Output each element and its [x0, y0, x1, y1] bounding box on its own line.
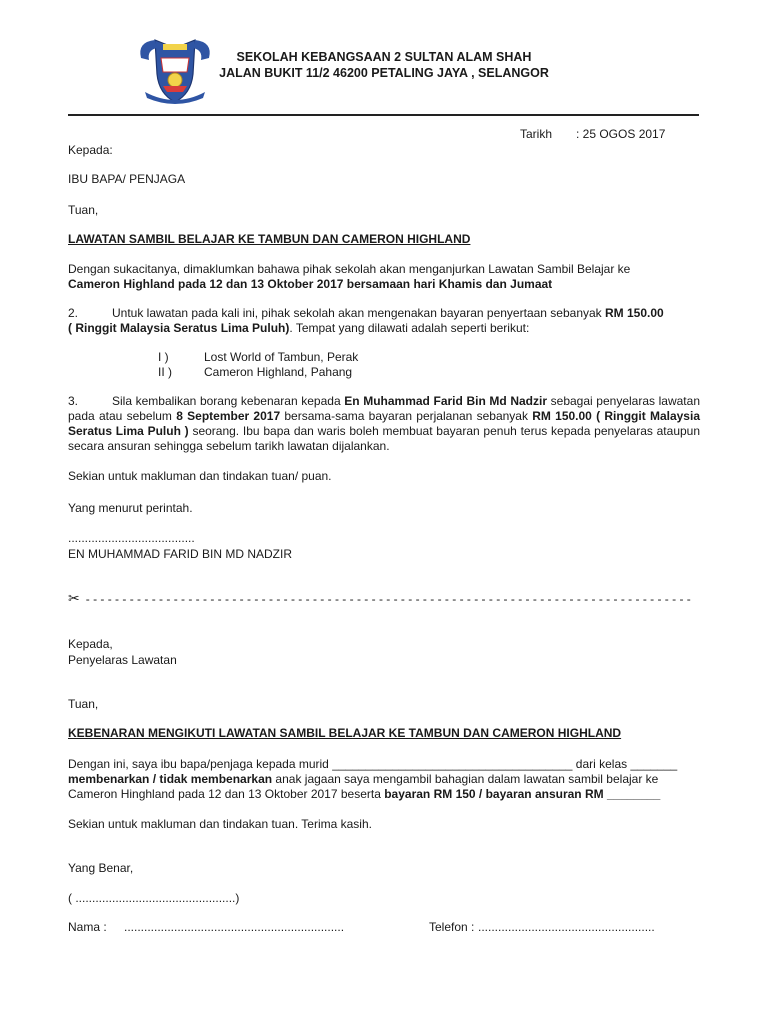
slip-closing: Sekian untuk makluman dan tindakan tuan. Terima kasih.	[68, 817, 372, 831]
scissors-icon: ✂	[68, 591, 80, 606]
paragraph-3	[68, 394, 700, 454]
paragraph-2	[68, 306, 700, 336]
letter-sign-off: Yang menurut perintah.	[68, 501, 193, 515]
slip-recipient: Penyelaras Lawatan	[68, 653, 177, 667]
school-address: JALAN BUKIT 11/2 46200 PETALING JAYA , SELANGOR	[219, 66, 549, 80]
payment-options: bayaran RM 150 / bayaran ansuran RM ________	[384, 787, 661, 801]
paragraph-3-text-a: Sila kembalikan borang kebenaran kepada	[112, 394, 345, 408]
slip-line-2-text: anak jagaan saya mengambil bahagian dalam lawatan sambil belajar ke	[272, 772, 659, 786]
paragraph-2-amount: RM 150.00	[605, 306, 664, 320]
paragraph-2-number: 2.	[68, 306, 79, 320]
place-1-name: Lost World of Tambun, Perak	[204, 350, 359, 364]
name-label: Nama :	[68, 920, 107, 934]
paragraph-3-number: 3.	[68, 394, 79, 408]
phone-field: .....................................................	[478, 920, 655, 934]
paragraph-1-bold: Cameron Highland pada 12 dan 13 Oktober 2017 bersamaan hari Khamis dan Jumaat	[68, 277, 553, 291]
paragraph-1	[68, 262, 700, 292]
school-name: SEKOLAH KEBANGSAAN 2 SULTAN ALAM SHAH	[236, 50, 532, 64]
place-2-number: II )	[158, 365, 172, 379]
header-divider	[68, 114, 699, 116]
slip-line-3-text: Cameron Hinghland pada 12 dan 13 Oktober 2017 beserta	[68, 787, 385, 801]
slip-line-1: Dengan ini, saya ibu bapa/penjaga kepada murid ____________________________________ dari kelas _______	[68, 757, 678, 771]
paragraph-2-amount-words: ( Ringgit Malaysia Seratus Lima Puluh)	[68, 321, 290, 335]
place-1-number: I )	[158, 350, 169, 364]
phone-label: Telefon :	[429, 920, 475, 934]
slip-sign-off: Yang Benar,	[68, 861, 134, 875]
place-2-name: Cameron Highland, Pahang	[204, 365, 353, 379]
paragraph-1-text: Dengan sukacitanya, dimaklumkan bahawa pihak sekolah akan menganjurkan Lawatan Sambil Belajar ke	[68, 262, 631, 276]
paragraph-3-amount: RM 150.00 ( Ringgit Malaysia Seratus Lima Puluh )	[68, 409, 700, 438]
slip-salutation: Tuan,	[68, 697, 99, 711]
signature-line: ......................................	[68, 531, 195, 545]
coordinator-name: En Muhammad Farid Bin Md Nadzir	[344, 394, 548, 408]
cut-line	[68, 591, 700, 607]
paragraph-2-text-a: Untuk lawatan pada kali ini, pihak sekolah akan mengenakan bayaran penyertaan sebanyak	[112, 306, 605, 320]
slip-to-label: Kepada,	[68, 637, 113, 651]
date-label: Tarikh	[520, 127, 553, 141]
paragraph-3-text-d: seorang. Ibu bapa dan waris boleh membuat bayaran penuh terus kepada penyelaras ataupun secara ansuran sehingga sebelum tarikh lawatan dijalankan.	[68, 424, 701, 453]
date-value: : 25 OGOS 2017	[576, 127, 666, 141]
salutation: Tuan,	[68, 203, 99, 217]
slip-title: KEBENARAN MENGIKUTI LAWATAN SAMBIL BELAJAR KE TAMBUN DAN CAMERON HIGHLAND	[68, 726, 622, 740]
permission-options: membenarkan / tidak membenarkan	[68, 772, 273, 786]
paragraph-3-text-b: sebagai penyelaras lawatan pada atau sebelum	[68, 394, 700, 423]
cut-dashes: - - - - - - - - - - - - - - - - - - - - - - - - - - - - - - - - - - - - - - - - - - - - - - - - - - - - - - - - - - - - - - - - - - - - - - - - - - - - - - - - - - -	[85, 592, 691, 606]
slip-signature-line: ( ................................................)	[68, 891, 240, 905]
recipient: IBU BAPA/ PENJAGA	[68, 172, 186, 186]
paragraph-3-text-c: bersama-sama bayaran perjalanan sebanyak	[280, 409, 533, 423]
name-field: ..................................................................	[124, 920, 345, 934]
slip-line-2	[68, 772, 700, 787]
to-label: Kepada:	[68, 143, 113, 157]
signer-name: EN MUHAMMAD FARID BIN MD NADZIR	[68, 547, 293, 561]
letter-title: LAWATAN SAMBIL BELAJAR KE TAMBUN DAN CAMERON HIGHLAND	[68, 232, 471, 246]
letter-closing: Sekian untuk makluman dan tindakan tuan/ puan.	[68, 469, 332, 483]
slip-line-3	[68, 787, 700, 802]
paragraph-2-text-b: . Tempat yang dilawati adalah seperti berikut:	[289, 321, 530, 335]
deadline-date: 8 September 2017	[176, 409, 281, 423]
